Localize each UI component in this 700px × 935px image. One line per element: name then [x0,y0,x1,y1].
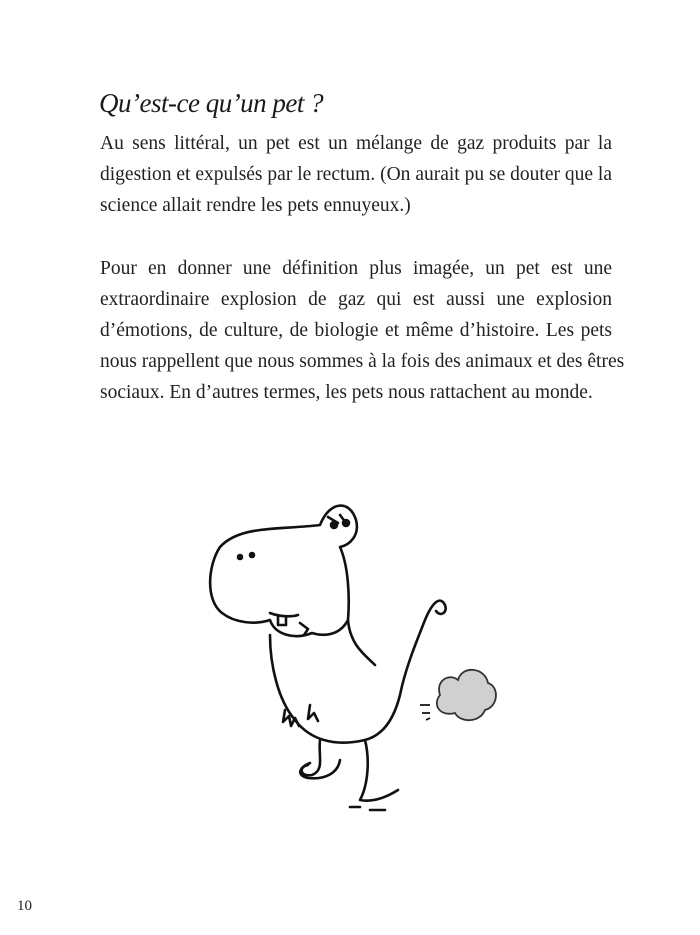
fart-cloud-icon [420,670,496,720]
text-line: d’émotions, de culture, de biologie et même d’histoire. Les pets [100,320,612,341]
section-heading: Qu’est-ce qu’un pet ? [99,88,324,118]
text-line: sociaux. En d’autres termes, les pets nous rattachent au monde. [100,382,593,403]
text-line: nous rappellent que nous sommes à la fois des animaux et des êtres [100,351,625,372]
dinosaur-fart-illustration [200,495,500,815]
paragraph-figurative-definition [100,253,625,408]
text-line: Au sens littéral, un pet est un mélange de gaz produits par la [100,133,612,154]
text-line: science allait rendre les pets ennuyeux.) [100,195,411,216]
paragraph-literal-definition [100,128,612,221]
text-line: extraordinaire explosion de gaz qui est aussi une explosion [100,289,612,310]
text-line: digestion et expulsés par le rectum. (On aurait pu se douter que la [100,164,612,185]
page-number: 10 [17,898,32,914]
text-line: Pour en donner une définition plus imagée, un pet est une [100,258,612,279]
